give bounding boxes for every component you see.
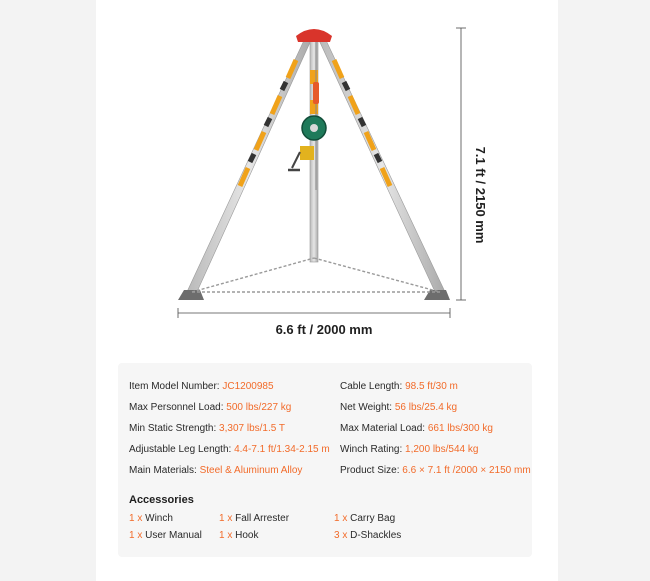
spec-label: Main Materials: <box>129 465 197 476</box>
accessory-item <box>334 530 401 541</box>
accessory-item <box>219 513 289 524</box>
height-dimension-label: 7.1 ft / 2150 mm <box>473 146 488 244</box>
chain <box>192 258 440 292</box>
tripod-leg-right <box>318 36 446 294</box>
accessory-item <box>219 530 258 541</box>
accessory-item <box>334 513 395 524</box>
tripod-foot-left <box>178 290 204 300</box>
spec-value: Steel & Aluminum Alloy <box>199 465 303 476</box>
spec-item-model <box>129 381 274 392</box>
spec-net-weight <box>340 402 457 413</box>
accessory-qty: 1 x <box>219 513 233 524</box>
height-dimension-line <box>456 28 466 300</box>
spec-label: Net Weight: <box>340 402 393 413</box>
accessory-qty: 1 x <box>219 530 233 541</box>
accessory-name: Fall Arrester <box>235 513 290 524</box>
accessory-qty: 1 x <box>129 530 143 541</box>
spec-value: 4.4-7.1 ft/1.34-2.15 m <box>234 444 330 455</box>
spec-value: JC1200985 <box>222 381 274 392</box>
accessories-title: Accessories <box>129 494 194 506</box>
spec-label: Max Material Load: <box>340 423 426 434</box>
accessory-item <box>129 530 202 541</box>
spec-min-static-strength <box>129 423 285 434</box>
accessory-item <box>129 513 173 524</box>
spec-value: 500 lbs/227 kg <box>226 402 292 413</box>
spec-max-material-load <box>340 423 493 434</box>
spec-label: Max Personnel Load: <box>129 402 224 413</box>
spec-value: 98.5 ft/30 m <box>405 381 458 392</box>
tripod-head <box>296 29 332 42</box>
spec-label: Winch Rating: <box>340 444 403 455</box>
spec-main-materials <box>129 465 302 476</box>
accessory-name: Winch <box>145 513 173 524</box>
accessory-qty: 1 x <box>334 513 348 524</box>
spec-max-personnel-load <box>129 402 291 413</box>
width-dimension-line <box>178 308 450 318</box>
accessory-qty: 1 x <box>129 513 143 524</box>
spec-label: Cable Length: <box>340 381 403 392</box>
accessory-name: User Manual <box>145 530 202 541</box>
spec-label: Item Model Number: <box>129 381 220 392</box>
spec-winch-rating <box>340 444 478 455</box>
spec-label: Product Size: <box>340 465 400 476</box>
spec-cable-length <box>340 381 458 392</box>
width-dimension-label: 6.6 ft / 2000 mm <box>275 322 373 337</box>
spec-product-size <box>340 465 531 476</box>
spec-value: 1,200 lbs/544 kg <box>405 444 479 455</box>
spec-label: Min Static Strength: <box>129 423 217 434</box>
spec-label: Adjustable Leg Length: <box>129 444 232 455</box>
accessory-qty: 3 x <box>334 530 348 541</box>
accessory-name: Hook <box>235 530 259 541</box>
spec-card <box>118 363 532 557</box>
accessory-name: Carry Bag <box>350 513 396 524</box>
spec-value: 3,307 lbs/1.5 T <box>219 423 286 434</box>
spec-value: 56 lbs/25.4 kg <box>394 402 458 413</box>
spec-adjustable-leg-length <box>129 444 330 455</box>
spec-value: 661 lbs/300 kg <box>427 423 493 434</box>
spec-value: 6.6 × 7.1 ft /2000 × 2150 mm <box>402 465 531 476</box>
accessory-name: D-Shackles <box>350 530 402 541</box>
